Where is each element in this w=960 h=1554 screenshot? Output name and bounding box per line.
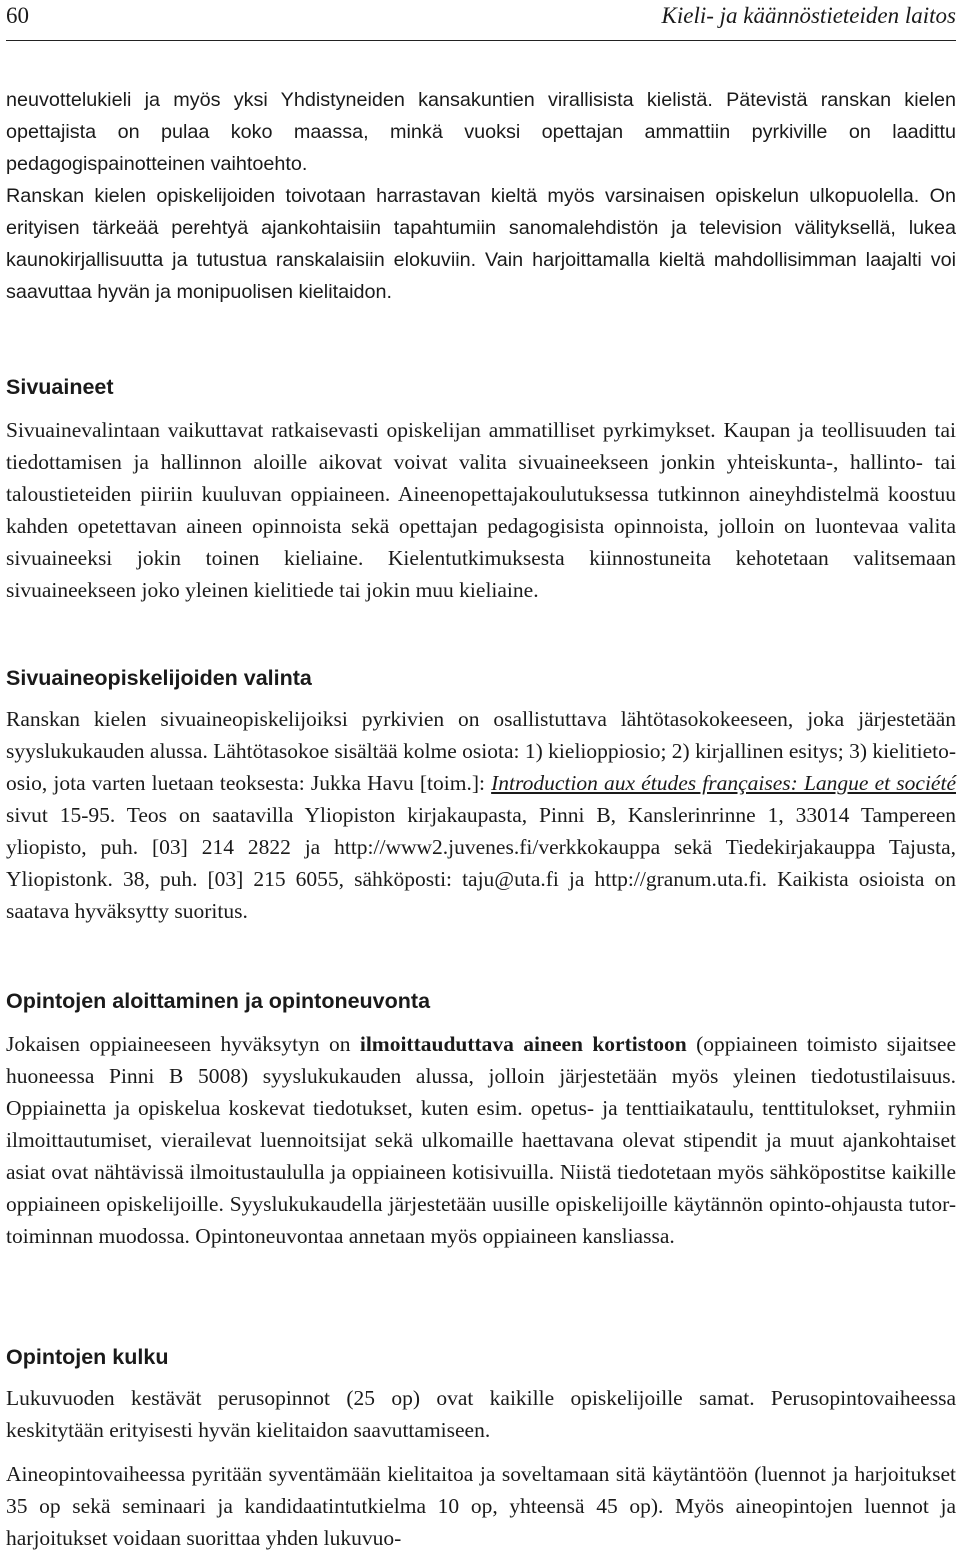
intro-paragraph-2: Ranskan kielen opiskelijoiden toivotaan harrastavan kieltä myös varsinaisen opiskelun ulkopuolella. On erityisen tärkeää perehtyä ajankohtaisiin tapahtumiin sanomalehdistön ja television välityksellä, lukea kaunokirjallisuutta ja tutustua ranskalaisiin elokuviin. Vain harjoittamalla kieltä mahdollisimman laajalti voi saavuttaa hyvän ja monipuolisen kielitaidon. — [6, 185, 956, 303]
valinta-paragraph — [6, 703, 956, 927]
aloittaminen-text-after: (oppiaineen toimisto sijaitsee huoneessa Pinni B 5008) syyslukukauden alussa, jolloin järjestetään myös yleinen tiedotustilaisuus. Oppiainetta ja opiskelua koskevat tiedotukset, kuten esim. opetus- ja tenttiaikataulu, tenttitulokset, ryhmiin ilmoittautumiset, vierailevat luennoitsijat sekä ulkomaille haettavana olevat stipendit ja muut ajankohtaiset asiat ovat nähtävissä ilmoitustaululla ja oppiaineen kotisivuilla. Niistä tiedotetaan myös sähköpostitse kaikille oppiaineen opiskelijoille. Syyslukukaudella järjestetään uusille opiskelijoille käytännön opinto-ohjausta tutor-toiminnan muodossa. Opintoneuvontaa annetaan myös oppiaineen kansliassa. — [6, 1032, 957, 1248]
document-page — [6, 0, 957, 1550]
running-title: Kieli- ja käännöstieteiden laitos — [661, 3, 956, 28]
valinta-text-after: sivut 15-95. Teos on saatavilla Yliopiston kirjakaupasta, Pinni B, Kanslerinrinne 1, 33014 Tampereen yliopisto, puh. [03] 214 2822 ja http://www2.juvenes.fi/verkkokauppa sekä Tiedekirjakauppa Tajusta, Yliopistonk. 38, puh. [03] 215 6055, sähköposti: taju@uta.fi ja http://granum.uta.fi. Kaikista osioista on saatava hyväksytty suoritus. — [6, 803, 956, 923]
valinta-text-before: Ranskan kielen sivuaineopiskelijoiksi pyrkivien on osallistuttava lähtötasokokeeseen, joka järjestetään syyslukukauden alussa. Lähtötasokoe sisältää kolme osiota: 1) kielioppiosio; 2) kirjallinen esitys; 3) kielitieto-osio, jota varten luetaan teoksesta: Jukka Havu [toim.]: — [6, 707, 957, 795]
kulku-paragraph-2: Aineopintovaiheessa pyritään syventämään kielitaitoa ja soveltamaan sitä käytäntöön (luennot ja harjoitukset 35 op sekä seminaari ja kandidaatintutkielma 10 op, yhteensä 45 op). Myös aineopintojen luennot ja harjoitukset voidaan suorittaa yhden lukuvuo- — [6, 1462, 956, 1550]
section-heading-aloittaminen: Opintojen aloittaminen ja opintoneuvonta — [6, 989, 431, 1013]
aloittaminen-paragraph — [6, 1028, 956, 1252]
aloittaminen-bold-text: ilmoittauduttava aineen kortistoon — [359, 1032, 687, 1056]
book-title-link: Introduction aux études françaises: Langue et société — [491, 771, 956, 795]
kulku-paragraph-1: Lukuvuoden kestävät perusopinnot (25 op) ovat kaikille opiskelijoille samat. Perusopintovaiheessa keskitytään erityisesti hyvän kielitaidon saavuttamiseen. — [6, 1386, 956, 1442]
kulku-section — [6, 1342, 956, 1554]
aloittaminen-text-before: Jokaisen oppiaineeseen hyväksytyn on — [6, 1032, 360, 1056]
intro-section — [6, 84, 956, 308]
page-header — [6, 0, 956, 41]
aloittaminen-section — [6, 986, 956, 1252]
section-heading-sivuaineet: Sivuaineet — [6, 375, 114, 399]
intro-paragraph-1: neuvottelukieli ja myös yksi Yhdistyneiden kansakuntien virallisista kielistä. Pätevistä ranskan kielen opettajista on pulaa koko maassa, minkä vuoksi opettajan ammattiin pyrkiville on laadittu pedagogispainotteinen vaihtoehto. — [6, 89, 956, 175]
valinta-section — [6, 663, 956, 927]
page-number: 60 — [6, 3, 29, 28]
section-heading-valinta: Sivuaineopiskelijoiden valinta — [6, 666, 312, 690]
sivuaineet-paragraph: Sivuainevalintaan vaikuttavat ratkaisevasti opiskelijan ammatilliset pyrkimykset. Kaupan ja teollisuuden tai tiedottamisen ja hallinnon aloille aikovat voivat valita sivuaineekseen jonkin yhteiskunta-, hallinto- tai taloustieteiden piiriin kuuluvan oppiaineen. Aineenopettajakoulutuksessa tutkinnon aineyhdistelmä koostuu kahden opetettavan aineen opinnoista sekä opettajan pedagogisista opinnoista, jolloin on luontevaa valita sivuaineeksi jokin toinen kieliaine. Kielentutkimuksesta kiinnostuneita kehotetaan valitsemaan sivuaineekseen joko yleinen kielitiede tai jokin muu kieliaine. — [6, 418, 956, 602]
sivuaineet-section — [6, 372, 956, 606]
section-heading-kulku: Opintojen kulku — [6, 1345, 169, 1369]
